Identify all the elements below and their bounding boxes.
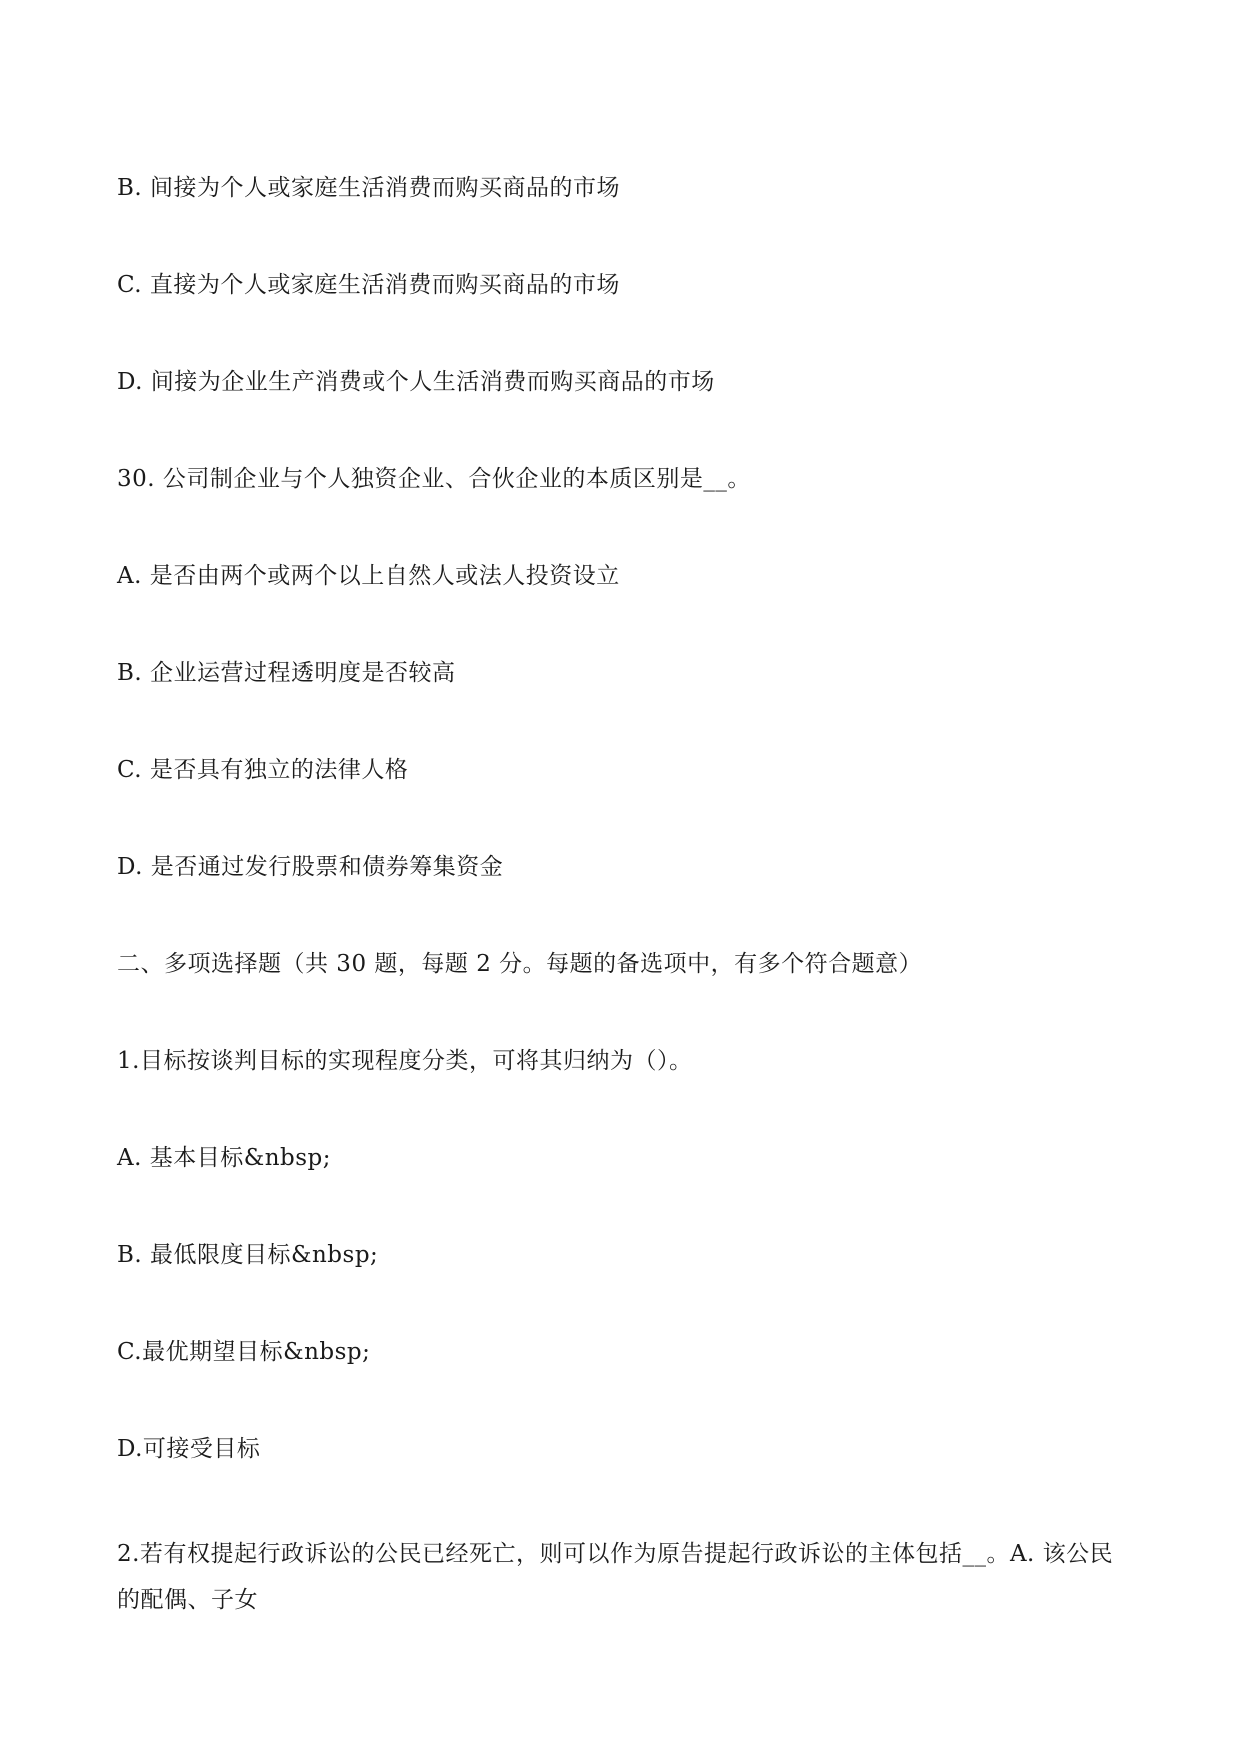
option-c-q1: C.最优期望目标&nbsp;: [117, 1339, 371, 1365]
option-b-q30: B. 企业运营过程透明度是否较高: [117, 660, 456, 686]
option-d-q30: D. 是否通过发行股票和债券筹集资金: [117, 854, 504, 880]
option-b-q29: B. 间接为个人或家庭生活消费而购买商品的市场: [117, 175, 621, 201]
question-30: 30. 公司制企业与个人独资企业、合伙企业的本质区别是__。: [117, 466, 751, 492]
question-2: 2.若有权提起行政诉讼的公民已经死亡，则可以作为原告提起行政诉讼的主体包括__。A. 该公民的配偶、子女: [117, 1541, 1114, 1613]
option-d-q29: D. 间接为企业生产消费或个人生活消费而购买商品的市场: [117, 369, 715, 395]
option-a-q30: A. 是否由两个或两个以上自然人或法人投资设立: [117, 563, 620, 589]
option-c-q29: C. 直接为个人或家庭生活消费而购买商品的市场: [117, 272, 620, 298]
option-d-q1: D.可接受目标: [117, 1436, 261, 1462]
option-a-q1: A. 基本目标&nbsp;: [117, 1145, 332, 1171]
question-1: 1.目标按谈判目标的实现程度分类，可将其归纳为（）。: [117, 1048, 693, 1074]
option-c-q30: C. 是否具有独立的法律人格: [117, 757, 409, 783]
option-b-q1: B. 最低限度目标&nbsp;: [117, 1242, 379, 1268]
section-heading-multiple-choice: 二、多项选择题（共 30 题，每题 2 分。每题的备选项中，有多个符合题意）: [117, 951, 923, 977]
